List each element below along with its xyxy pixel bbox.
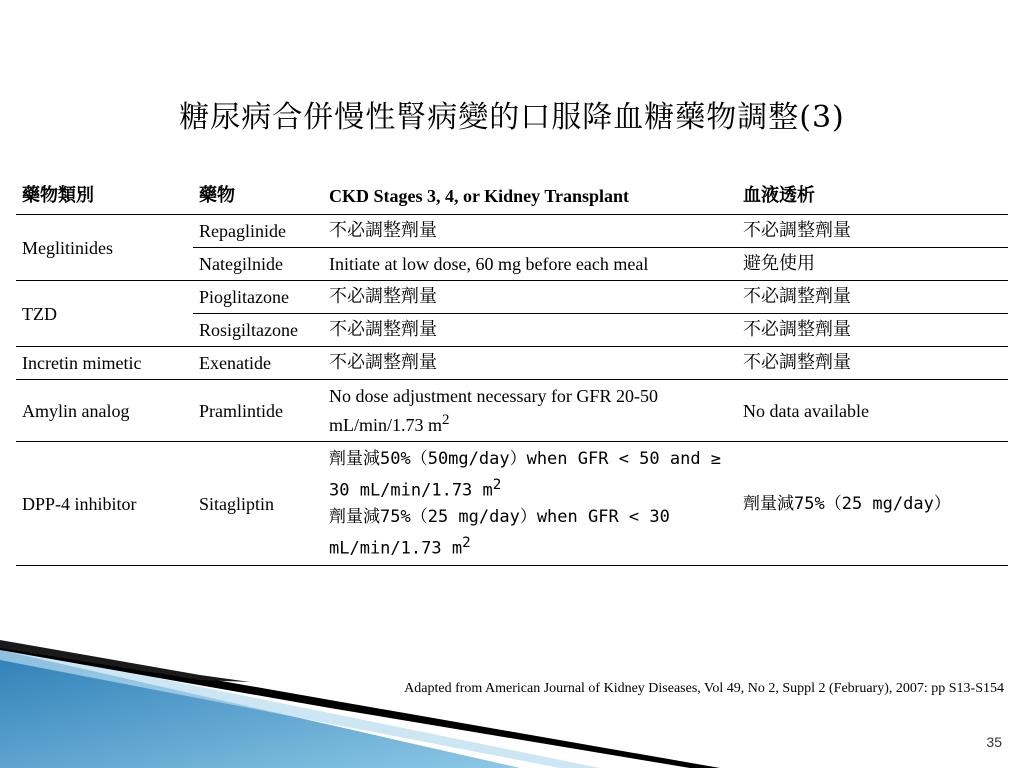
superscript-2: 2 (462, 534, 471, 551)
drug-class-cell: Incretin mimetic (22, 353, 142, 373)
table-header-row (16, 178, 1008, 215)
superscript-2: 2 (492, 477, 502, 493)
dosing-line (329, 504, 731, 562)
header-ckd: CKD Stages 3, 4, or Kidney Transplant (329, 186, 630, 206)
table-row (16, 281, 1008, 314)
drug-cell: Repaglinide (193, 215, 323, 248)
page-number: 35 (986, 734, 1002, 750)
ckd-cell: 不必調整劑量 (329, 352, 437, 373)
table-row (16, 215, 1008, 248)
ckd-cell: 不必調整劑量 (323, 281, 737, 314)
dosing-text: 劑量減50%（50mg/day）when GFR < 50 and ≥ 30 mL/min/1.73 m (329, 449, 722, 501)
dosing-text: 劑量減75%（25 mg/day）when GFR < 30 mL/min/1.73 m (329, 506, 670, 559)
header-drug-class: 藥物類別 (22, 185, 94, 206)
hd-cell: 不必調整劑量 (737, 281, 1008, 314)
drug-class-cell: TZD (22, 303, 57, 324)
ckd-cell: Initiate at low dose, 60 mg before each meal (329, 254, 649, 274)
slide-title: 糖尿病合併慢性腎病變的口服降血糖藥物調整(3) (179, 100, 845, 135)
superscript-2: 2 (442, 412, 450, 428)
ckd-cell: 不必調整劑量 (323, 215, 737, 248)
table-row (16, 347, 1008, 380)
drug-class-cell: DPP-4 inhibitor (22, 493, 137, 514)
hd-cell: 劑量減75%（25 mg/day） (743, 493, 951, 514)
hd-cell: 不必調整劑量 (743, 352, 851, 373)
hd-cell: 不必調整劑量 (737, 215, 1008, 248)
dosing-line (329, 446, 731, 504)
drug-cell: Pramlintide (199, 400, 283, 421)
ckd-cell: 不必調整劑量 (329, 319, 437, 340)
drug-class-cell: Meglitinides (22, 237, 113, 258)
header-hemodialysis: 血液透析 (743, 185, 815, 206)
hd-cell: 避免使用 (743, 253, 815, 274)
hd-cell: No data available (743, 400, 869, 421)
ckd-cell (323, 380, 737, 442)
drug-class-cell: Amylin analog (22, 400, 130, 421)
header-drug: 藥物 (199, 185, 235, 206)
drug-cell: Pioglitazone (193, 281, 323, 314)
ckd-text: No dose adjustment necessary for GFR 20-50 mL/min/1.73 m (329, 386, 658, 435)
drug-cell: Sitagliptin (199, 493, 275, 514)
hd-cell: 不必調整劑量 (743, 319, 851, 340)
drug-cell: Rosigiltazone (199, 320, 298, 340)
table-row (16, 380, 1008, 442)
drug-adjustment-table (16, 178, 1008, 566)
source-citation: Adapted from American Journal of Kidney Diseases, Vol 49, No 2, Suppl 2 (February), 2007: pp S13-S154 (404, 681, 1004, 696)
ckd-cell (323, 442, 737, 566)
table-row (16, 442, 1008, 566)
drug-cell: Nategilnide (199, 254, 283, 274)
drug-cell: Exenatide (199, 353, 271, 373)
